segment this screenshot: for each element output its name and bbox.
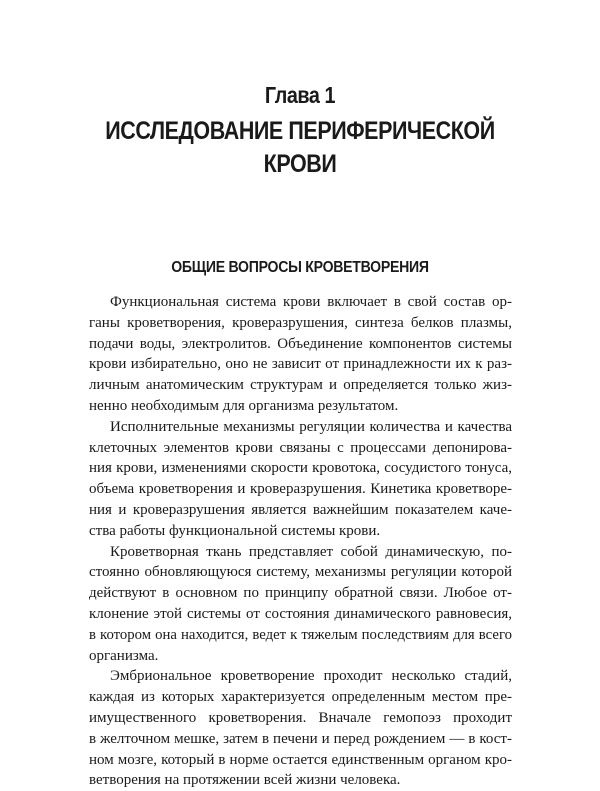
text-line: действуют в основном по принципу обратной связи. Любое от- — [89, 585, 512, 602]
paragraph — [89, 666, 512, 791]
text-line: каждая из которых характеризуется определенным местом пре- — [89, 689, 512, 706]
chapter-title-line: ИССЛЕДОВАНИЕ ПЕРИФЕРИЧЕСКОЙ — [105, 117, 495, 145]
text-line: ненно необходимым для организма результатом. — [89, 397, 399, 414]
paragraph — [89, 292, 512, 417]
text-line: ния крови, изменениями скорости кровотока, сосудистого тонуса, — [89, 460, 512, 477]
text-line: ном мозге, который в норме остается единственным органом кро- — [89, 751, 512, 768]
text-line: подачи воды, электролитов. Объединение компонентов системы — [89, 335, 512, 352]
text-line: стоянно обновляющуюся систему, механизмы регуляции которой — [89, 564, 512, 581]
paragraph — [89, 542, 512, 667]
text-line: крови избирательно, оно не зависит от принадлежности их к раз- — [89, 356, 512, 373]
text-line: Функциональная система крови включает в свой состав ор- — [110, 294, 512, 310]
text-line: личным анатомическим структурам и определяется только жиз- — [89, 377, 512, 394]
text-line: организма. — [89, 647, 159, 664]
body-text — [89, 292, 512, 791]
text-line: имущественного кроветворения. Вначале гемопоэз проходит — [89, 709, 512, 726]
chapter-title-line: КРОВИ — [263, 150, 337, 178]
text-line: Эмбриональное кроветворение проходит несколько стадий, — [110, 668, 512, 685]
text-line: ния и кроверазрушения является важнейшим показателем каче- — [89, 501, 512, 518]
chapter-label: Глава 1 — [264, 82, 336, 108]
text-line: Кроветворная ткань представляет собой динамическую, по- — [110, 543, 512, 560]
chapter-title — [60, 115, 540, 181]
text-line: объема кроветворения и кроверазрушения. Кинетика кроветворе- — [89, 481, 512, 498]
text-line: ства работы функциональной системы крови. — [89, 522, 381, 539]
paragraph — [89, 417, 512, 542]
text-line: ганы кроветворения, кроверазрушения, синтеза белков плазмы, — [89, 314, 512, 331]
text-line: клонение этой системы от состояния динамического равновесия, — [89, 605, 512, 622]
text-line: ветворения на протяжении всей жизни человека. — [89, 772, 401, 789]
text-line: Исполнительные механизмы регуляции количества и качества — [110, 418, 512, 435]
text-line: в желточном мешке, затем в печени и перед рождением — в кост- — [89, 730, 512, 747]
section-heading: ОБЩИЕ ВОПРОСЫ КРОВЕТВОРЕНИЯ — [171, 259, 429, 276]
text-line: в котором она находится, ведет к тяжелым последствиям для всего — [89, 626, 512, 643]
text-line: клеточных элементов крови связаны с процессами депонирова- — [89, 439, 512, 456]
